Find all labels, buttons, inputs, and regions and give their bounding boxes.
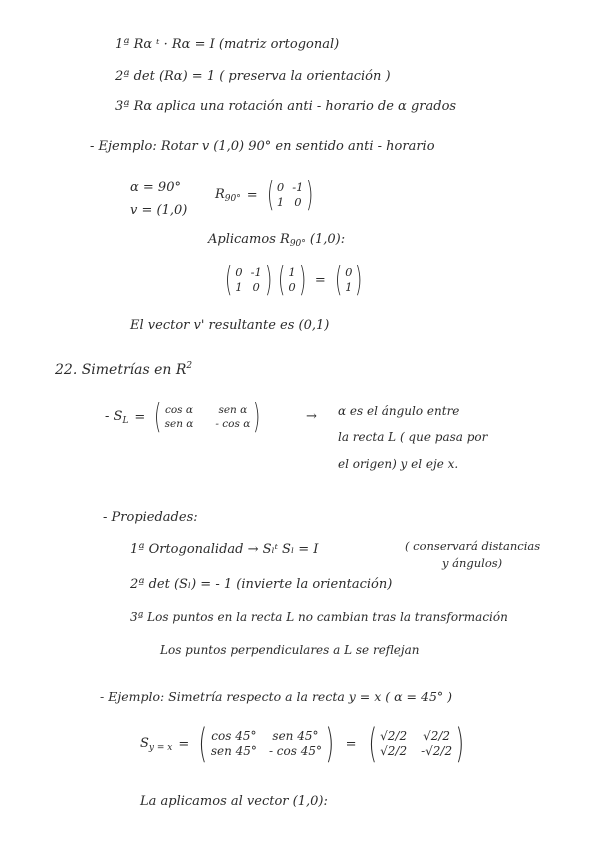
result-cell: 1 — [345, 279, 353, 294]
rotation-conclusion: El vector v' resultante es (0,1) — [130, 318, 330, 333]
symmetry-example-label: $S_{y = x}$ — [140, 735, 173, 753]
matrix-cell: 1 — [235, 279, 243, 294]
symmetry-property-2: 2ª det (Sₗ) = - 1 (invierte la orientación) — [130, 577, 393, 592]
equals-sign: = — [246, 187, 258, 203]
matrix-cell: - cos α — [215, 417, 251, 430]
symmetry-property-1-note-1: ( conservará distancias — [405, 539, 541, 553]
matrix-cell: sen 45° — [210, 743, 257, 758]
symmetry-label: - $S_L$ — [105, 408, 129, 426]
matrix-cell: - cos 45° — [268, 743, 322, 758]
symmetry-description-3: el origen) y el eje x. — [338, 457, 459, 471]
result-cell: 0 — [345, 265, 353, 280]
matrix-cell: cos α — [164, 404, 193, 417]
matrix-cell: 1 — [276, 194, 285, 209]
symmetry-example-apply: La aplicamos al vector (1,0): — [140, 794, 328, 809]
symmetry-property-4: Los puntos perpendiculares a L se reflejan — [160, 643, 420, 657]
rotation-property-2: 2ª det (Rα) = 1 ( preserva la orientación ) — [115, 69, 391, 84]
apply-rotation-text: Aplicamos $R_{90^\circ}$ (1,0): — [208, 232, 346, 249]
symmetry-property-1-note-2: y ángulos) — [442, 556, 503, 570]
matrix-cell: √2/2 — [423, 728, 451, 743]
rotation-example-alpha: α = 90° — [130, 180, 181, 195]
matrix-cell: -1 — [250, 265, 262, 280]
matrix-cell: 0 — [252, 279, 260, 294]
symmetry-description-2: la recta L ( que pasa por — [338, 430, 488, 444]
section-title: 22. Simetrías en $R^2$ — [55, 361, 193, 378]
matrix-cell: 0 — [294, 194, 302, 209]
vector-cell: 1 — [288, 265, 296, 280]
equals-sign: = — [178, 736, 190, 752]
rotation-example-vector: v = (1,0) — [130, 203, 188, 218]
symmetry-property-1: 1ª Ortogonalidad → Sₗᵗ Sₗ = I — [130, 542, 319, 557]
symmetry-example-heading: - Ejemplo: Simetría respecto a la recta y = x ( α = 45° ) — [100, 689, 452, 704]
rotation-matrix-90: $R_{90^\circ}$ = ( 0 -1 1 0 ) — [215, 175, 314, 215]
matrix-cell: 0 — [235, 265, 243, 280]
vector-cell: 0 — [288, 279, 296, 294]
equals-sign: = — [345, 736, 357, 752]
properties-heading: - Propiedades: — [103, 510, 198, 525]
symmetry-example-matrix: $S_{y = x}$ = ( cos 45° sen 45° sen 45° - cos 45° ) = ( √2/2 √2/2 √2/2 -√2/2 ) — [140, 721, 465, 767]
matrix-cell: 0 — [276, 180, 285, 195]
matrix-cell: √2/2 — [380, 728, 408, 743]
matrix-cell: -√2/2 — [421, 743, 453, 758]
rotation-property-1: 1ª Rα ᵗ · Rα = I (matriz ortogonal) — [115, 37, 340, 52]
matrix-cell: sen α — [218, 404, 248, 417]
equals-sign: = — [314, 272, 326, 288]
rotation-property-3: 3ª Rα aplica una rotación anti - horario de α grados — [115, 99, 457, 114]
matrix-cell: -1 — [292, 180, 304, 195]
equals-sign: = — [134, 409, 146, 425]
rotation-matrix-label: $R_{90^\circ}$ — [215, 186, 241, 204]
symmetry-description-1: α es el ángulo entre — [338, 404, 460, 418]
matrix-cell: sen α — [164, 417, 194, 430]
matrix-cell: √2/2 — [380, 743, 408, 758]
symmetry-property-3: 3ª Los puntos en la recta L no cambian tras la transformación — [130, 610, 508, 624]
matrix-cell: cos 45° — [211, 728, 257, 743]
matrix-cell: sen 45° — [272, 728, 319, 743]
arrow: → — [306, 409, 317, 424]
rotation-calculation: ( 0 -1 1 0 ) ( 1 0 ) = ( 0 1 ) — [224, 260, 363, 300]
rotation-example-heading: - Ejemplo: Rotar v (1,0) 90° en sentido anti - horario — [90, 139, 435, 154]
symmetry-matrix-definition: - $S_L$ = ( cos α sen α sen α - cos α ) — [105, 397, 261, 437]
